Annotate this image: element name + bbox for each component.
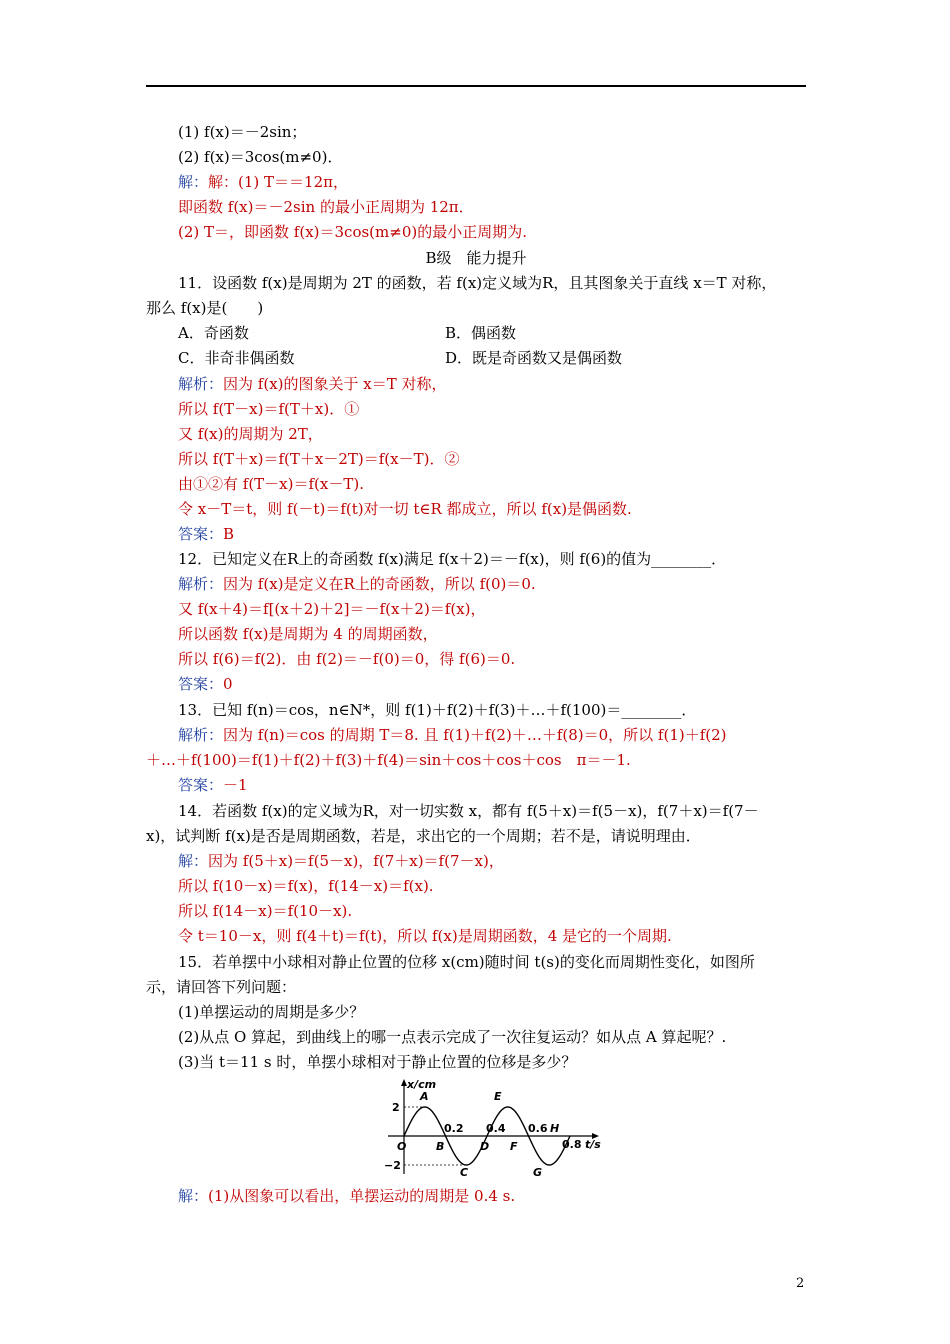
q11-option-a: A．奇函数 [178,324,249,342]
x-tick-0-4: 0.4 [486,1122,506,1135]
origin-label: O [397,1140,407,1153]
q10-solution-2: 即函数 f(x)＝－2sin 的最小正周期为 12π． [178,198,474,216]
q11-sol-5: 由①②有 f(T－x)＝f(x－T). [178,475,364,493]
page-number: 2 [796,1276,805,1291]
q12-answer [178,674,233,694]
q11-sol-4: 所以 f(T＋x)＝f(T＋x－2T)＝f(x－T)．② [178,450,460,468]
q15-sol-1 [178,1186,515,1206]
answer-prefix: 答案： [178,776,224,794]
section-heading: B级 能力提升 [425,249,527,267]
y-axis-label: x/cm [407,1078,437,1091]
q13-sol-2: ＋…＋f(100)＝f(1)＋f(2)＋f(3)＋f(4)＝sin＋cos＋cos＋cos π＝－1. [146,751,631,769]
solution-prefix: 解： [178,173,209,191]
q13-stem: 13．已知 f(n)＝cos，n∈N*，则 f(1)＋f(2)＋f(3)＋…＋f(100)＝________． [178,701,697,719]
point-d: D [480,1140,490,1153]
solution-text: 因为 f(5＋x)＝f(5－x)，f(7＋x)＝f(7－x)， [208,852,504,870]
x-tick-0-2: 0.2 [444,1122,464,1135]
point-c: C [460,1166,469,1179]
solution-prefix: 解析： [178,575,224,593]
q14-sol-3: 所以 f(14－x)＝f(10－x). [178,902,353,920]
point-e: E [494,1090,502,1103]
q10-solution-1 [178,172,348,192]
q15-sub-3: (3)当 t＝11 s 时，单摆小球相对于静止位置的位移是多少？ [178,1053,577,1071]
solution-text: 因为 f(x)的图象关于 x＝T 对称， [223,375,447,393]
solution-prefix: 解： [178,1187,209,1205]
q12-sol-2: 又 f(x＋4)＝f[(x＋2)＋2]＝－f(x＋2)＝f(x)， [178,600,486,618]
solution-prefix: 解： [178,852,209,870]
x-tick-0-6: 0.6 [528,1122,548,1135]
q11-option-d: D．既是奇函数又是偶函数 [445,349,623,367]
q12-sol-3: 所以函数 f(x)是周期为 4 的周期函数， [178,625,438,643]
point-g: G [533,1166,543,1179]
q11-stem-2: 那么 f(x)是( ) [146,299,264,317]
q14-sol-4: 令 t＝10－x，则 f(4＋t)＝f(t)，所以 f(x)是周期函数，4 是它的一个周期. [178,927,672,945]
solution-text: 因为 f(n)＝cos 的周期 T＝8. 且 f(1)＋f(2)＋…＋f(8)＝0，所以 f(1)＋f(2) [223,726,727,744]
pendulum-graph [380,1076,610,1180]
q14-sol-2: 所以 f(10－x)＝f(x)，f(14－x)＝f(x). [178,877,434,895]
q11-sol-3: 又 f(x)的周期为 2T， [178,425,323,443]
q10-solution-3: (2) T＝，即函数 f(x)＝3cos(m≠0)的最小正周期为. [178,223,527,241]
q10-part2: (2) f(x)＝3cos(m≠0)． [178,148,343,166]
y-tick-2: 2 [392,1101,400,1114]
point-h: H [550,1122,560,1135]
q11-answer [178,524,234,544]
x-axis-label: t/s [585,1138,601,1151]
solution-text: 解：(1) T＝＝12π， [208,173,348,191]
point-b: B [436,1140,445,1153]
q13-sol-1 [178,725,727,745]
q13-answer [178,775,248,795]
q11-stem-1: 11．设函数 f(x)是周期为 2T 的函数，若 f(x)定义域为R，且其图象关于直线 x＝T 对称， [178,274,777,292]
answer-value: 0 [223,675,233,693]
y-tick-neg2: −2 [384,1159,401,1172]
solution-text: (1)从图象可以看出，单摆运动的周期是 0.4 s. [208,1187,516,1205]
q12-sol-1 [178,574,536,594]
point-a: A [420,1090,429,1103]
q14-stem-1: 14．若函数 f(x)的定义域为R，对一切实数 x，都有 f(5＋x)＝f(5－x)，f(7＋x)＝f(7－ [178,802,759,820]
q15-sub-2: (2)从点 O 算起，到曲线上的哪一点表示完成了一次往复运动？如从点 A 算起呢？. [178,1028,727,1046]
q11-sol-1 [178,374,447,394]
q11-option-b: B．偶函数 [445,324,517,342]
answer-prefix: 答案： [178,675,224,693]
q11-option-c: C．非奇非偶函数 [178,349,295,367]
q11-sol-6: 令 x－T＝t，则 f(－t)＝f(t)对一切 t∈R 都成立，所以 f(x)是偶函数. [178,500,632,518]
x-tick-0-8: 0.8 [562,1138,582,1151]
q15-stem-2: 示，请回答下列问题： [146,978,297,996]
solution-text: 因为 f(x)是定义在R上的奇函数，所以 f(0)＝0. [223,575,536,593]
q10-part1: (1) f(x)＝－2sin； [178,123,307,141]
q14-stem-2: x)，试判断 f(x)是否是周期函数，若是，求出它的一个周期；若不是，请说明理由． [146,827,701,845]
answer-value: －1 [223,776,248,794]
answer-prefix: 答案： [178,525,224,543]
solution-prefix: 解析： [178,375,224,393]
q12-stem: 12．已知定义在R上的奇函数 f(x)满足 f(x＋2)＝－f(x)，则 f(6)的值为________． [178,550,727,568]
header-rule [146,85,806,87]
q15-sub-1: (1)单摆运动的周期是多少？ [178,1003,365,1021]
q12-sol-4: 所以 f(6)＝f(2)．由 f(2)＝－f(0)＝0，得 f(6)＝0. [178,650,516,668]
solution-prefix: 解析： [178,726,224,744]
point-f: F [510,1140,518,1153]
q14-sol-1 [178,851,504,871]
q11-sol-2: 所以 f(T－x)＝f(T＋x)．① [178,400,360,418]
q15-stem-1: 15．若单摆中小球相对静止位置的位移 x(cm)随时间 t(s)的变化而周期性变化，如图所 [178,953,755,971]
answer-value: B [223,525,235,543]
